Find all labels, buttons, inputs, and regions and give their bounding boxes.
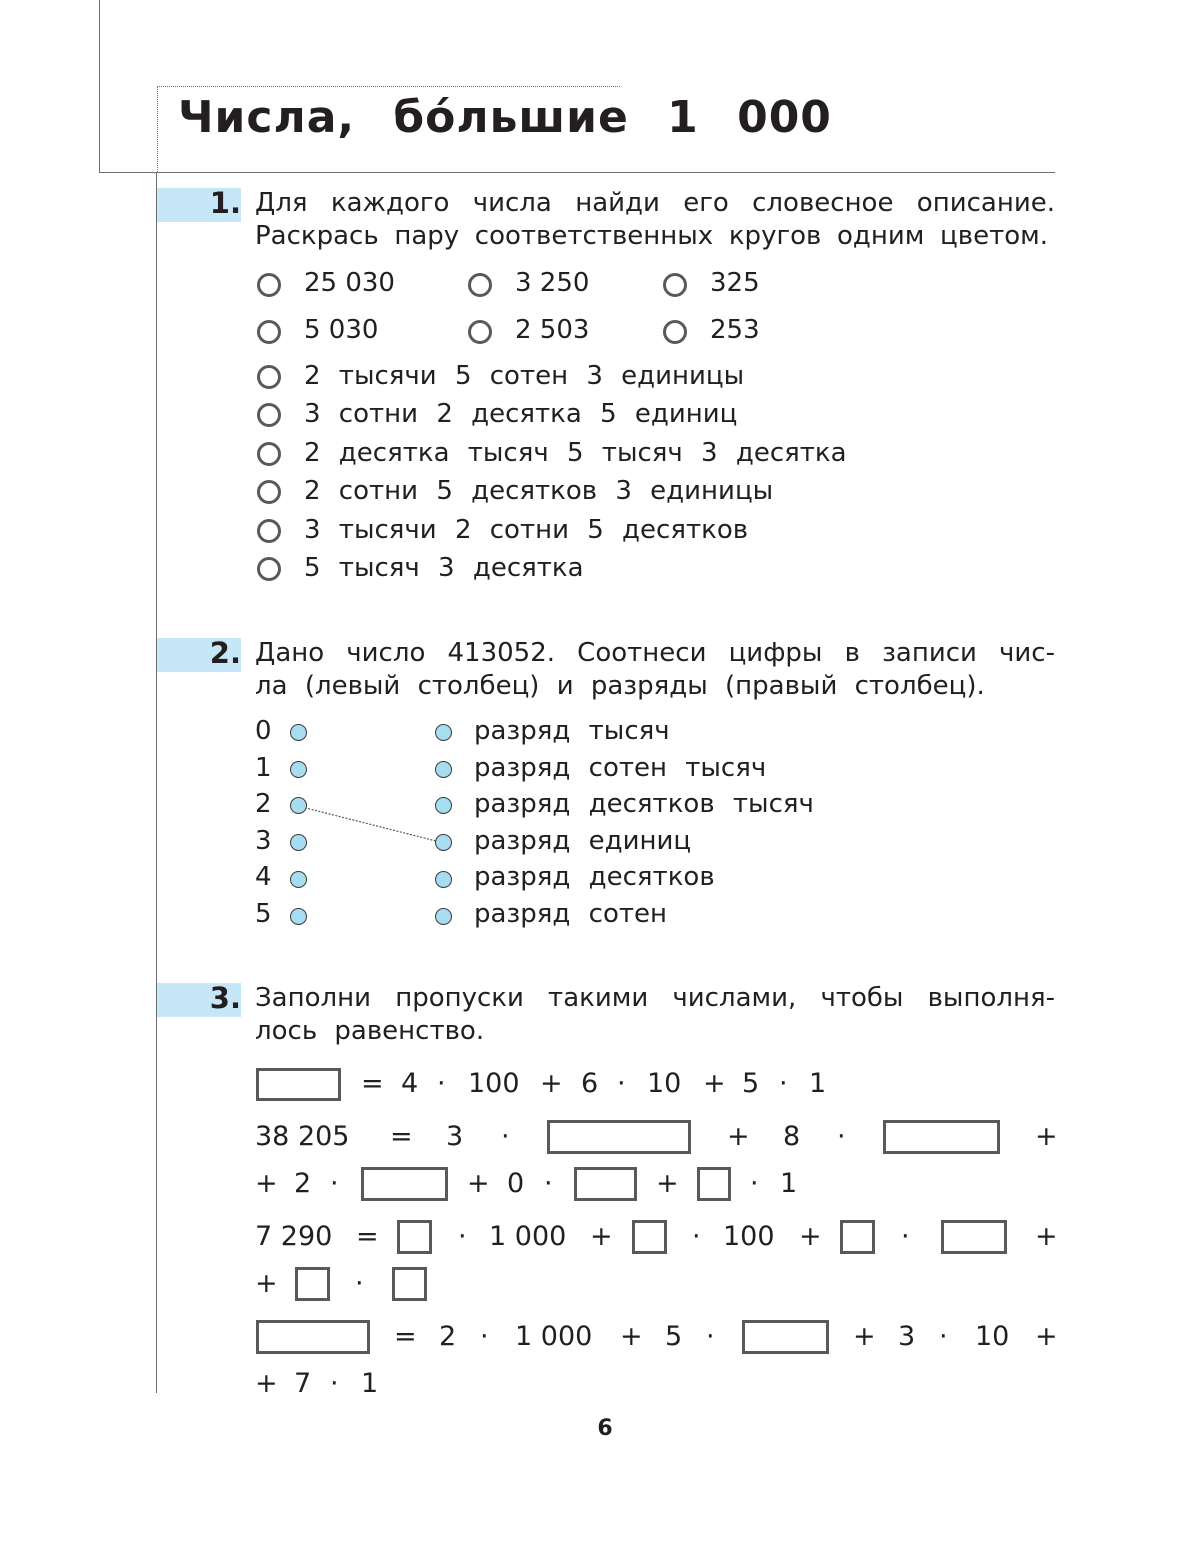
eq-symbol: · bbox=[458, 1221, 467, 1252]
eq-term: 7 bbox=[294, 1368, 312, 1399]
eq-symbol: + bbox=[727, 1121, 750, 1152]
digit-label: 0 bbox=[255, 716, 272, 746]
digit-dot[interactable] bbox=[290, 834, 307, 851]
answer-box[interactable] bbox=[883, 1120, 1000, 1154]
number-option: 2 503 bbox=[515, 315, 590, 345]
eq-symbol: = bbox=[356, 1221, 379, 1252]
eq-symbol: + bbox=[799, 1221, 822, 1252]
eq-symbol: + bbox=[703, 1068, 726, 1099]
eq-symbol: + bbox=[255, 1268, 278, 1299]
task-text-line: ла (левый столбец) и разряды (правый столбец). bbox=[255, 671, 985, 701]
digit-dot[interactable] bbox=[290, 724, 307, 741]
digit-label: 4 bbox=[255, 862, 272, 892]
number-option: 5 030 bbox=[304, 315, 379, 345]
place-label: разряд тысяч bbox=[474, 716, 670, 746]
digit-label: 3 bbox=[255, 826, 272, 856]
description-option: 2 тысячи 5 сотен 3 единицы bbox=[304, 361, 745, 391]
eq-symbol: · bbox=[480, 1321, 489, 1352]
eq-symbol: + bbox=[656, 1168, 679, 1199]
answer-box[interactable] bbox=[392, 1267, 427, 1301]
answer-box[interactable] bbox=[256, 1320, 370, 1354]
task-text-line: Раскрась пару соответственных кругов одним цветом. bbox=[255, 221, 1048, 251]
eq-symbol: · bbox=[779, 1068, 788, 1099]
task-number: 1. bbox=[209, 186, 241, 220]
eq-symbol: · bbox=[501, 1121, 510, 1152]
eq-term: 1 bbox=[809, 1068, 827, 1099]
eq-term: 8 bbox=[783, 1121, 801, 1152]
answer-box[interactable] bbox=[742, 1320, 829, 1354]
eq-lhs: 38 205 bbox=[255, 1121, 350, 1152]
place-label: разряд единиц bbox=[474, 826, 692, 856]
eq-term: 1 000 bbox=[489, 1221, 567, 1252]
eq-symbol: · bbox=[692, 1221, 701, 1252]
number-option: 3 250 bbox=[515, 268, 590, 298]
eq-term: 2 bbox=[294, 1168, 312, 1199]
eq-symbol: · bbox=[706, 1321, 715, 1352]
eq-symbol: + bbox=[255, 1168, 278, 1199]
answer-box[interactable] bbox=[547, 1120, 691, 1154]
eq-symbol: · bbox=[837, 1121, 846, 1152]
eq-symbol: + bbox=[590, 1221, 613, 1252]
number-option: 25 030 bbox=[304, 268, 395, 298]
description-option: 3 сотни 2 десятка 5 единиц bbox=[304, 399, 738, 429]
eq-term: 4 bbox=[401, 1068, 419, 1099]
eq-symbol: + bbox=[255, 1368, 278, 1399]
task-text-line: Дано число 413052. Соотнеси цифры в записи чис- bbox=[255, 638, 1055, 668]
task-text-line: лось равенство. bbox=[255, 1016, 485, 1046]
answer-box[interactable] bbox=[941, 1220, 1007, 1254]
eq-term: 5 bbox=[665, 1321, 683, 1352]
eq-symbol: + bbox=[1035, 1221, 1058, 1252]
eq-symbol: + bbox=[1035, 1321, 1058, 1352]
answer-box[interactable] bbox=[697, 1167, 731, 1201]
digit-dot[interactable] bbox=[290, 797, 307, 814]
eq-term: 1 bbox=[780, 1168, 798, 1199]
place-dot[interactable] bbox=[435, 797, 452, 814]
eq-symbol: · bbox=[544, 1168, 553, 1199]
eq-term: 1 bbox=[361, 1368, 379, 1399]
eq-term: 100 bbox=[723, 1221, 775, 1252]
answer-box[interactable] bbox=[295, 1267, 330, 1301]
eq-symbol: · bbox=[437, 1068, 446, 1099]
page-number: 6 bbox=[597, 1416, 613, 1441]
eq-term: 5 bbox=[742, 1068, 760, 1099]
eq-symbol: · bbox=[939, 1321, 948, 1352]
eq-symbol: · bbox=[901, 1221, 910, 1252]
description-option: 2 сотни 5 десятков 3 единицы bbox=[304, 476, 774, 506]
eq-term: 3 bbox=[446, 1121, 464, 1152]
eq-symbol: · bbox=[330, 1368, 339, 1399]
eq-symbol: · bbox=[617, 1068, 626, 1099]
number-option: 325 bbox=[710, 268, 760, 298]
answer-box[interactable] bbox=[361, 1167, 448, 1201]
place-dot[interactable] bbox=[435, 761, 452, 778]
digit-label: 2 bbox=[255, 789, 272, 819]
eq-symbol: + bbox=[853, 1321, 876, 1352]
answer-box[interactable] bbox=[397, 1220, 432, 1254]
task-number: 3. bbox=[209, 981, 241, 1015]
eq-symbol: + bbox=[540, 1068, 563, 1099]
eq-term: 2 bbox=[439, 1321, 457, 1352]
eq-term: 10 bbox=[975, 1321, 1010, 1352]
place-dot[interactable] bbox=[435, 871, 452, 888]
place-dot[interactable] bbox=[435, 834, 452, 851]
answer-box[interactable] bbox=[632, 1220, 667, 1254]
eq-symbol: = bbox=[390, 1121, 413, 1152]
place-label: разряд сотен bbox=[474, 899, 667, 929]
eq-term: 1 000 bbox=[515, 1321, 593, 1352]
digit-label: 1 bbox=[255, 753, 272, 783]
answer-box[interactable] bbox=[256, 1068, 341, 1101]
place-label: разряд десятков тысяч bbox=[474, 789, 814, 819]
eq-symbol: = bbox=[361, 1068, 384, 1099]
eq-lhs: 7 290 bbox=[255, 1221, 333, 1252]
eq-symbol: + bbox=[620, 1321, 643, 1352]
eq-symbol: + bbox=[467, 1168, 490, 1199]
eq-symbol: · bbox=[355, 1268, 364, 1299]
page-title: Числа, бо́льшие 1 000 bbox=[178, 92, 832, 143]
number-option: 253 bbox=[710, 315, 760, 345]
eq-term: 3 bbox=[898, 1321, 916, 1352]
answer-box[interactable] bbox=[574, 1167, 637, 1201]
description-option: 2 десятка тысяч 5 тысяч 3 десятка bbox=[304, 438, 847, 468]
place-label: разряд десятков bbox=[474, 862, 715, 892]
place-dot[interactable] bbox=[435, 908, 452, 925]
eq-symbol: + bbox=[1035, 1121, 1058, 1152]
eq-symbol: · bbox=[750, 1168, 759, 1199]
eq-term: 100 bbox=[468, 1068, 520, 1099]
digit-dot[interactable] bbox=[290, 871, 307, 888]
task-text-line: Заполни пропуски такими числами, чтобы выполня- bbox=[255, 983, 1055, 1013]
description-option: 3 тысячи 2 сотни 5 десятков bbox=[304, 515, 749, 545]
digit-dot[interactable] bbox=[290, 908, 307, 925]
eq-term: 6 bbox=[581, 1068, 599, 1099]
eq-term: 0 bbox=[507, 1168, 525, 1199]
place-label: разряд сотен тысяч bbox=[474, 753, 767, 783]
task-text-line: Для каждого числа найди его словесное описание. bbox=[255, 188, 1055, 218]
eq-symbol: = bbox=[394, 1321, 417, 1352]
eq-term: 10 bbox=[647, 1068, 682, 1099]
digit-dot[interactable] bbox=[290, 761, 307, 778]
task-number: 2. bbox=[209, 636, 241, 670]
description-option: 5 тысяч 3 десятка bbox=[304, 553, 584, 583]
eq-symbol: · bbox=[330, 1168, 339, 1199]
place-dot[interactable] bbox=[435, 724, 452, 741]
digit-label: 5 bbox=[255, 899, 272, 929]
answer-box[interactable] bbox=[840, 1220, 875, 1254]
